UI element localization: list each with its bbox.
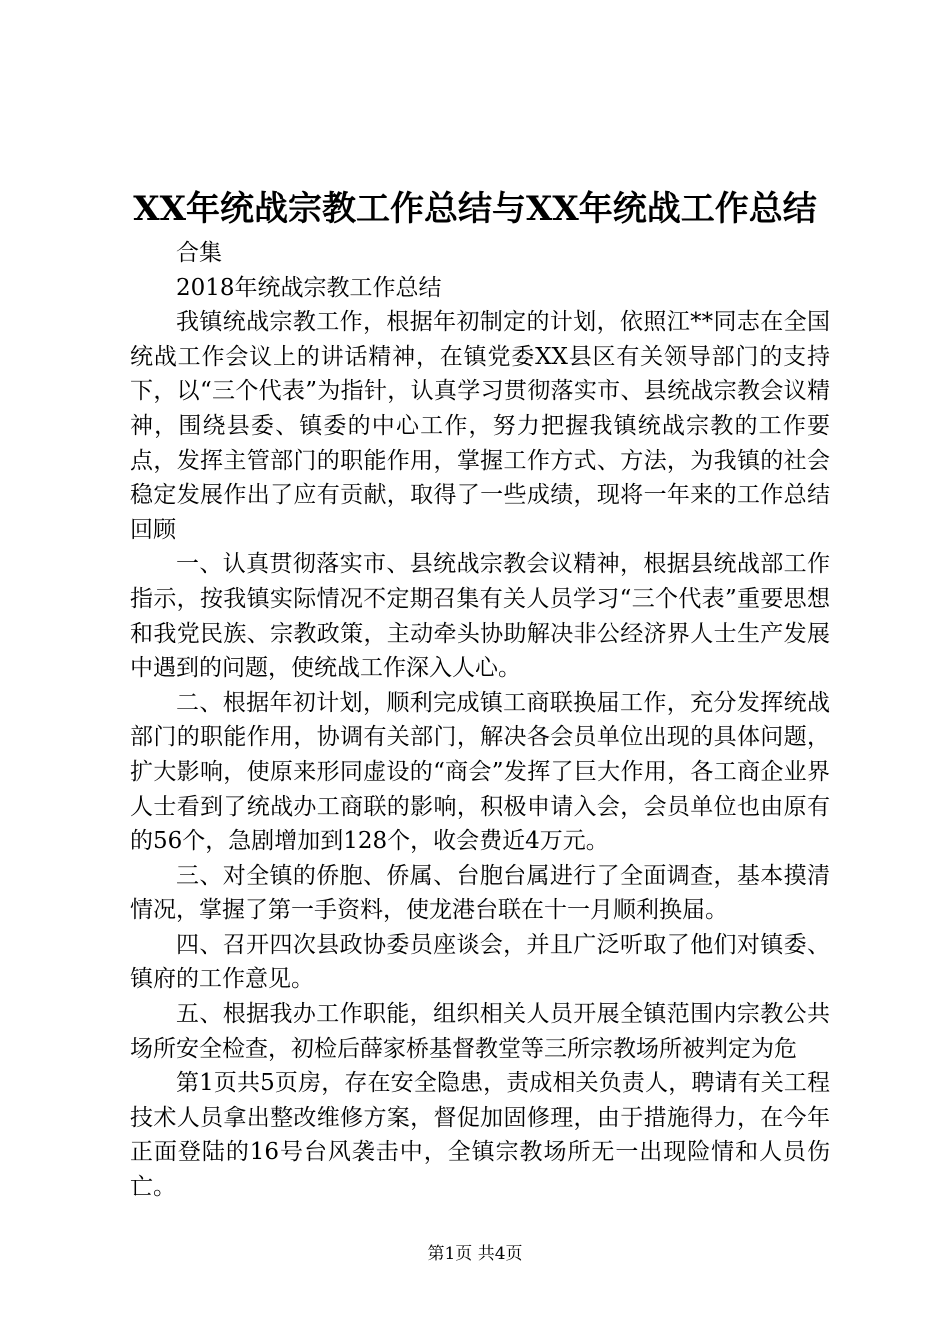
paragraph-item-2: 二、根据年初计划，顺利完成镇工商联换届工作，充分发挥统战部门的职能作用，协调有关部门，解决各会员单位出现的具体问题，扩大影响，使原来形同虚设的“商会”发挥了巨大作用，各工商企业界人士看到了统战办工商联的影响，积极申请入会，会员单位也由原有的56个，急剧增加到128个，收会费近4万元。 [130,689,830,855]
paragraph-item-5: 五、根据我办工作职能，组织相关人员开展全镇范围内宗教公共场所安全检查，初检后薛家桥基督教堂等三所宗教场所被判定为危 [130,1001,830,1062]
paragraph-item-4: 四、召开四次县政协委员座谈会，并且广泛听取了他们对镇委、镇府的工作意见。 [130,931,830,993]
paragraph-item-3: 三、对全镇的侨胞、侨属、台胞台属进行了全面调查，基本摸清情况，掌握了第一手资料，使龙港台联在十一月顺利换届。 [130,862,830,924]
document-body [130,236,830,1205]
page-footer: 第1页 共4页 [427,1244,523,1264]
paragraph-heading: 2018年统战宗教工作总结 [176,274,442,301]
paragraph-subtitle: 合集 [176,240,222,266]
paragraph-intro: 我镇统战宗教工作，根据年初制定的计划，依照江**同志在全国统战工作会议上的讲话精神，在镇党委XX县区有关领导部门的支持下，以“三个代表”为指针，认真学习贯彻落实市、县统战宗教会议精神，围绕县委、镇委的中心工作，努力把握我镇统战宗教的工作要点，发挥主管部门的职能作用，掌握工作方式、方法，为我镇的社会稳定发展作出了应有贡献，取得了一些成绩，现将一年来的工作总结回顾 [130,309,830,543]
document-title: XX年统战宗教工作总结与XX年统战工作总结 [133,189,817,229]
paragraph-item-1: 一、认真贯彻落实市、县统战宗教会议精神，根据县统战部工作指示，按我镇实际情况不定期召集有关人员学习“三个代表”重要思想和我党民族、宗教政策，主动牵头协助解决非公经济界人士生产发展中遇到的问题，使统战工作深入人心。 [130,551,830,682]
paragraph-continued: 第1页共5页房，存在安全隐患，责成相关负责人，聘请有关工程技术人员拿出整改维修方案，督促加固修理，由于措施得力，在今年正面登陆的16号台风袭击中，全镇宗教场所无一出现险情和人员伤亡。 [130,1070,830,1201]
